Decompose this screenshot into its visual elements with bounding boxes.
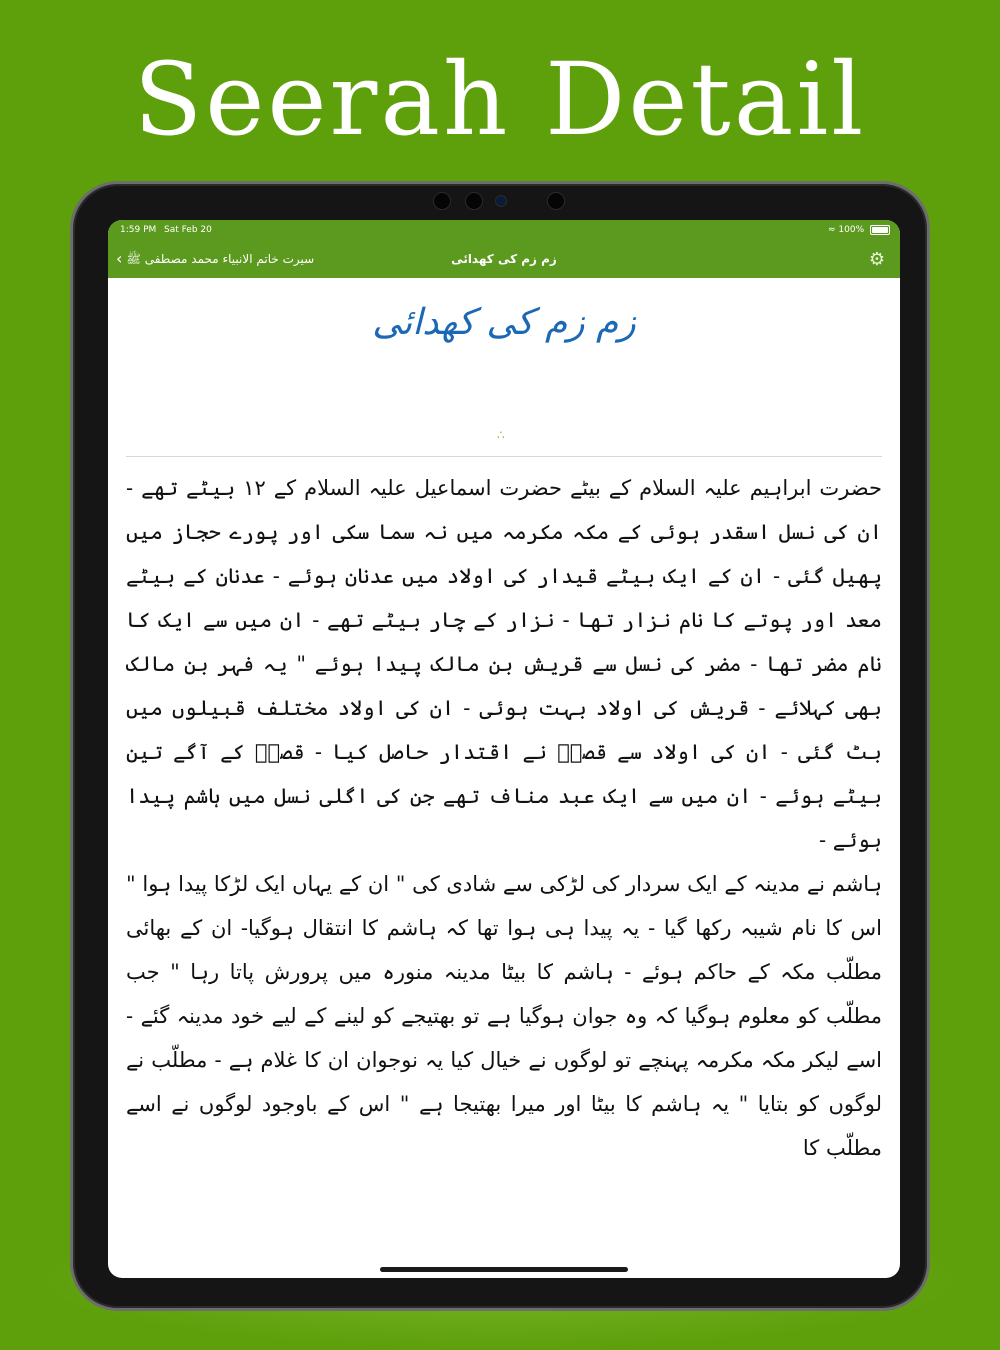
gear-icon[interactable]: ⚙ <box>868 249 886 270</box>
tablet-frame <box>70 181 930 1311</box>
divider <box>126 456 882 457</box>
article-body <box>126 466 882 1258</box>
promo-title: Seerah Detail <box>133 41 867 158</box>
sensor-dot <box>547 192 565 210</box>
article-view[interactable] <box>108 278 900 1278</box>
article-heading: زم زم کی کھدائی <box>372 302 636 343</box>
status-date: Sat Feb 20 <box>164 225 212 235</box>
chevron-left-icon: ‹ <box>116 249 123 268</box>
status-bar <box>108 220 900 240</box>
sensor-dot <box>465 192 483 210</box>
article-paragraph: ہاشم نے مدینہ کے ایک سردار کی لڑکی سے شادی کی " ان کے یہاں ایک لڑکا پیدا ہوا " اس کا نام شیبہ رکھا گیا - یہ پیدا ہی ہوا تھا کہ ہاشم کا انتقال ہوگیا- ان کے بھائی مطلّب مکہ کے حاکم ہوئے - ہاشم کا بیٹا مدینہ منورہ میں پرورش پاتا رہا " جب مطلّب کو معلوم ہوگیا کہ وہ جوان ہوگیا ہے تو بھتیجے کو لینے کے لیے خود مدینہ گئے - اسے لیکر مکہ مکرمہ پہنچے تو لوگوں نے خیال کیا یہ نوجوان ان کا غلام ہے - مطلّب نے لوگوں کو بتایا " یہ ہاشم کا بیٹا اور میرا بھتیجا ہے " اس کے باوجود لوگوں نے اسے مطلّب کا <box>126 872 882 1160</box>
back-button-label: سیرت خاتم الانبیاء محمد مصطفی ﷺ <box>126 252 315 266</box>
navigation-bar <box>108 240 900 278</box>
wifi-icon: ≈ <box>827 225 836 235</box>
status-right <box>828 220 890 240</box>
article-paragraph: حضرت ابراہیم علیہ السلام کے بیٹے حضرت اسماعیل علیہ السلام کے ۱۲ بیٹے تھے - ان کی نسل اسقدر ہوئی کے مکہ مکرمہ میں نہ سما سکی اور پورے حجاز میں پھیل گئی - ان کے ایک بیٹے قیدار کی اولاد میں عدنان ہوئے - عدنان کے بیٹے معد اور پوتے کا نام نزار تھا - نزار کے چار بیٹے تھے - ان میں سے ایک کا نام مضر تھا - مضر کی نسل سے قریش بن مالک پیدا ہوئے " یہ فہر بن مالک بھی کہلائے - قریش کی اولاد بہت ہوئی - ان کی اولاد مختلف قبیلوں میں بٹ گئی - ان کی اولاد سے قصیؔ نے اقتدار حاصل کیا - قصیؔ کے آگے تین بیٹے ہوئے - ان میں سے ایک عبد مناف تھے جن کی اگلی نسل میں ہاشم پیدا ہوئے - <box>126 476 882 852</box>
back-button[interactable] <box>116 240 314 278</box>
ornament-icon: ∴ <box>497 428 505 442</box>
battery-percent: 100% <box>838 225 865 235</box>
app-screen <box>108 220 900 1278</box>
status-time: 1:59 PM <box>120 225 157 235</box>
sensor-dot <box>433 192 451 210</box>
nav-title: زم زم کی کھدائی <box>451 252 557 266</box>
camera-lens-icon <box>495 195 507 207</box>
home-indicator[interactable] <box>380 1267 628 1272</box>
battery-icon <box>870 225 890 235</box>
